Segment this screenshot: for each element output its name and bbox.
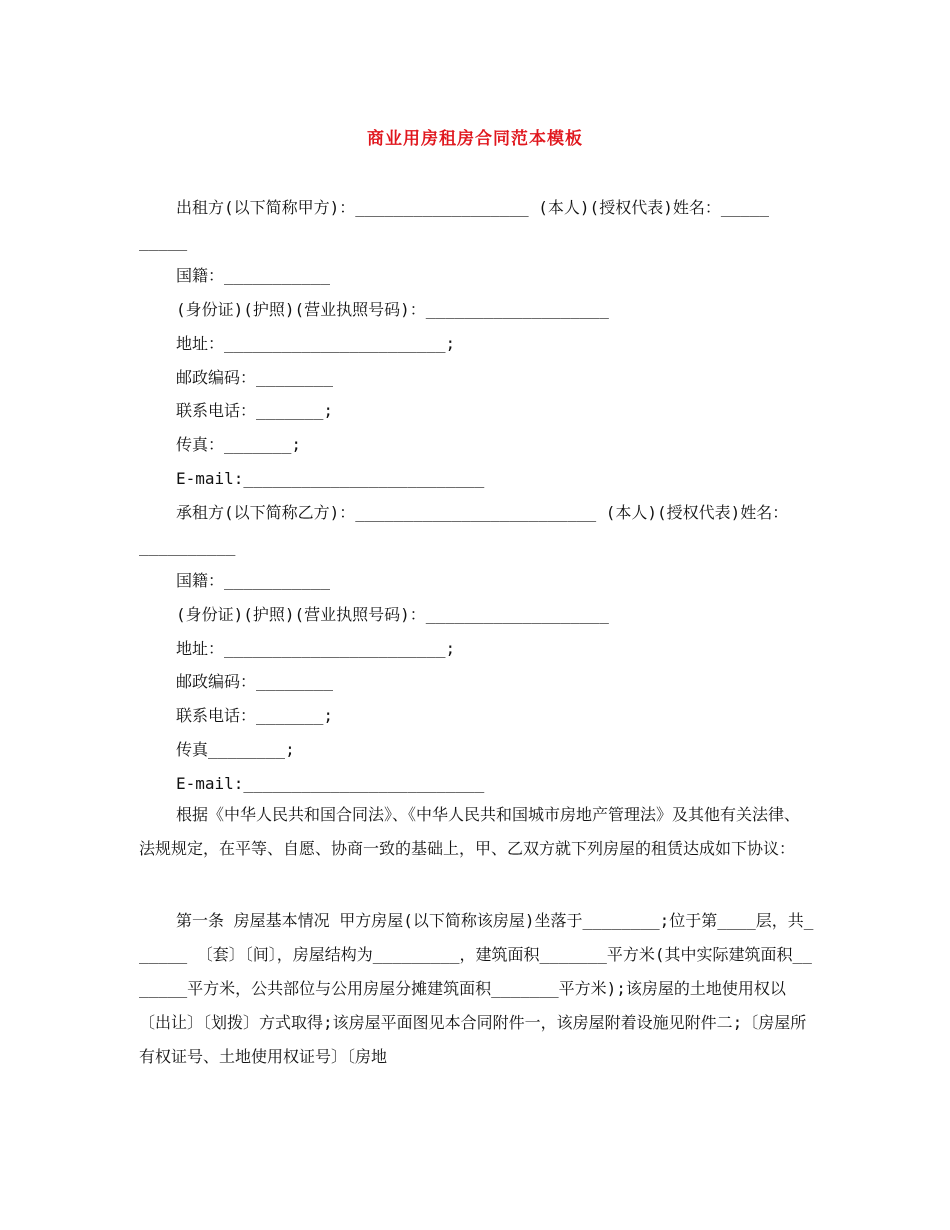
lessor-line-continuation: _____ bbox=[139, 232, 188, 251]
lessee-nationality: 国籍：___________ bbox=[176, 571, 330, 590]
lessee-address: 地址：_______________________; bbox=[176, 639, 456, 658]
lessor-phone: 联系电话：_______; bbox=[176, 401, 334, 420]
document-title: 商业用房租房合同范本模板 bbox=[367, 129, 583, 149]
lessee-email: E-mail:_________________________ bbox=[176, 774, 485, 793]
lessee-line: 承租方(以下简称乙方)：_________________________ (本人)(授权代表)姓名： bbox=[176, 503, 789, 522]
lessor-id-number: (身份证)(护照)(营业执照号码)：___________________ bbox=[176, 300, 609, 319]
lessee-phone: 联系电话：_______; bbox=[176, 706, 334, 725]
lessor-fax: 传真：_______; bbox=[176, 435, 302, 454]
lessor-email: E-mail:_________________________ bbox=[176, 469, 485, 488]
lessor-address: 地址：_______________________; bbox=[176, 334, 456, 353]
lessor-postcode: 邮政编码：________ bbox=[176, 368, 334, 387]
lessee-line-continuation: __________ bbox=[139, 537, 236, 556]
article-1-paragraph: 第一条 房屋基本情况 甲方房屋(以下简称该房屋)坐落于________;位于第____层，共______ 〔套〕〔间〕，房屋结构为_________，建筑面积_______平方米(其中实际建筑面积_______平方米，公共部位与公用房屋分摊建筑面积_______平方米);该房屋的土地使用权以〔出让〕〔划拨〕方式取得;该房屋平面图见本合同附件一，该房屋附着设施见附件二;〔房屋所有权证号、土地使用权证号〕〔房地 bbox=[139, 911, 814, 1066]
lessee-id-number: (身份证)(护照)(营业执照号码)：___________________ bbox=[176, 605, 609, 624]
lessee-postcode: 邮政编码：________ bbox=[176, 672, 334, 691]
lessor-nationality: 国籍：___________ bbox=[176, 266, 330, 285]
preamble-paragraph: 根据《中华人民共和国合同法》、《中华人民共和国城市房地产管理法》及其他有关法律、法规规定，在平等、自愿、协商一致的基础上，甲、乙双方就下列房屋的租赁达成如下协议： bbox=[139, 805, 801, 858]
lessee-fax: 传真________; bbox=[176, 740, 295, 759]
lessor-line: 出租方(以下简称甲方)：__________________ (本人)(授权代表)姓名：_____ bbox=[176, 198, 769, 217]
